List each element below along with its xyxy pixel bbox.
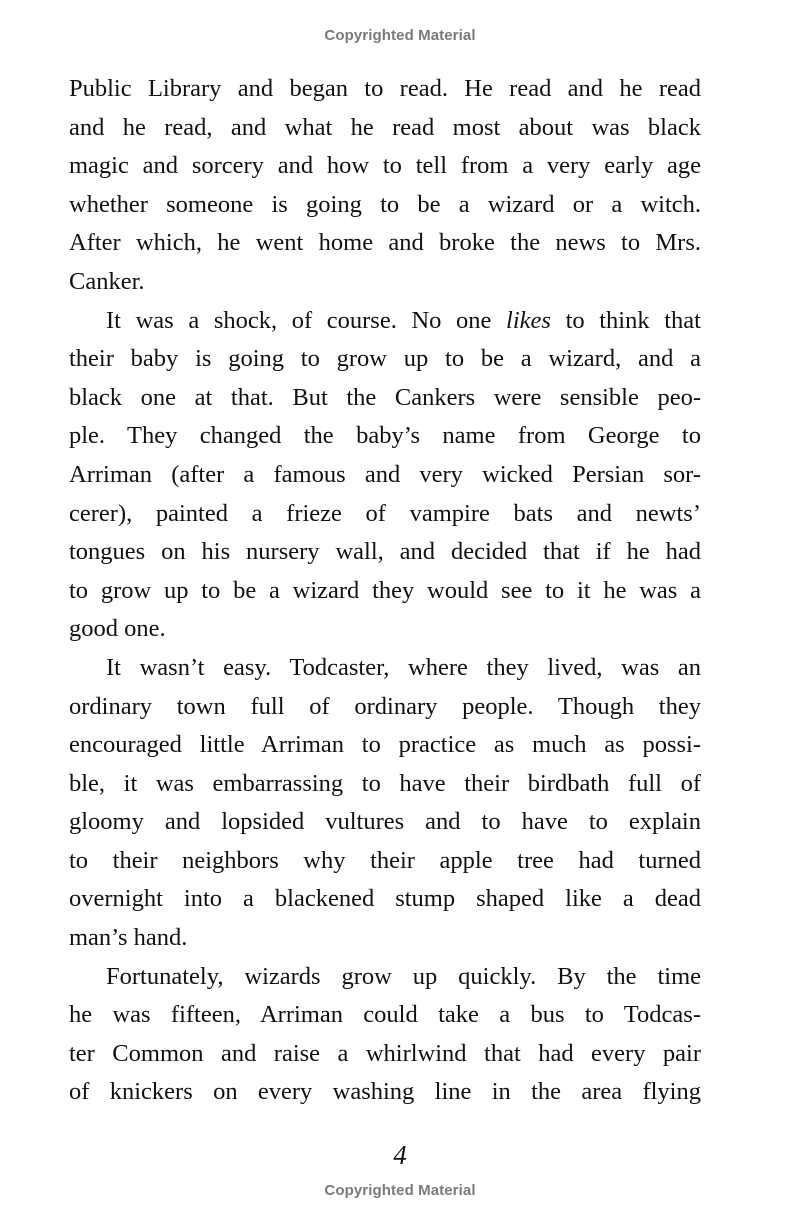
text-line: of knickers on every washing line in the area flying <box>69 1078 701 1106</box>
paragraph-2 <box>69 302 701 649</box>
page-body <box>69 70 701 1112</box>
text-line: overnight into a blackened stump shaped like a dead <box>69 885 701 913</box>
text-line: and he read, and what he read most about was black <box>69 113 701 141</box>
text-line: ter Common and raise a whirlwind that had every pair <box>69 1039 701 1067</box>
text-line: magic and sorcery and how to tell from a very early age <box>69 152 701 180</box>
text-line: cerer), painted a frieze of vampire bats and newts’ <box>69 499 701 527</box>
text-line: After which, he went home and broke the news to Mrs. <box>69 229 701 257</box>
text-line: man’s hand. <box>69 924 188 952</box>
text-line: It was a shock, of course. No one likes to think that <box>106 306 701 334</box>
text-line: ordinary town full of ordinary people. Though they <box>69 692 701 720</box>
text-line: ple. They changed the baby’s name from George to <box>69 422 701 450</box>
text-line: whether someone is going to be a wizard or a witch. <box>69 190 701 218</box>
text-line: Public Library and began to read. He read and he read <box>69 75 701 102</box>
copyright-watermark-top: Copyrighted Material <box>324 27 476 44</box>
text-line: ble, it was embarrassing to have their birdbath full of <box>69 769 701 797</box>
text-line: Fortunately, wizards grow up quickly. By the time <box>106 962 701 990</box>
text-line: It wasn’t easy. Todcaster, where they lived, was an <box>106 653 701 681</box>
page-number: 4 <box>393 1140 407 1170</box>
text-line: tongues on his nursery wall, and decided that if he had <box>69 538 701 566</box>
text-line: Arriman (after a famous and very wicked Persian sor- <box>69 460 701 488</box>
text-line: to grow up to be a wizard they would see to it he was a <box>69 576 701 604</box>
text-line: gloomy and lopsided vultures and to have to explain <box>69 808 701 836</box>
copyright-watermark-bottom: Copyrighted Material <box>324 1182 476 1199</box>
paragraph-1 <box>69 70 701 302</box>
text-line: their baby is going to grow up to be a wizard, and a <box>69 345 701 373</box>
text-line: to their neighbors why their apple tree had turned <box>69 846 701 874</box>
text-line: he was fifteen, Arriman could take a bus to Todcas- <box>69 1001 701 1029</box>
text-line: black one at that. But the Cankers were sensible peo- <box>69 383 701 411</box>
paragraph-3 <box>69 649 701 958</box>
text-line: encouraged little Arriman to practice as much as possi- <box>69 731 701 759</box>
text-line: Canker. <box>69 267 145 295</box>
text-line: good one. <box>69 615 166 643</box>
paragraph-4 <box>69 958 701 1112</box>
